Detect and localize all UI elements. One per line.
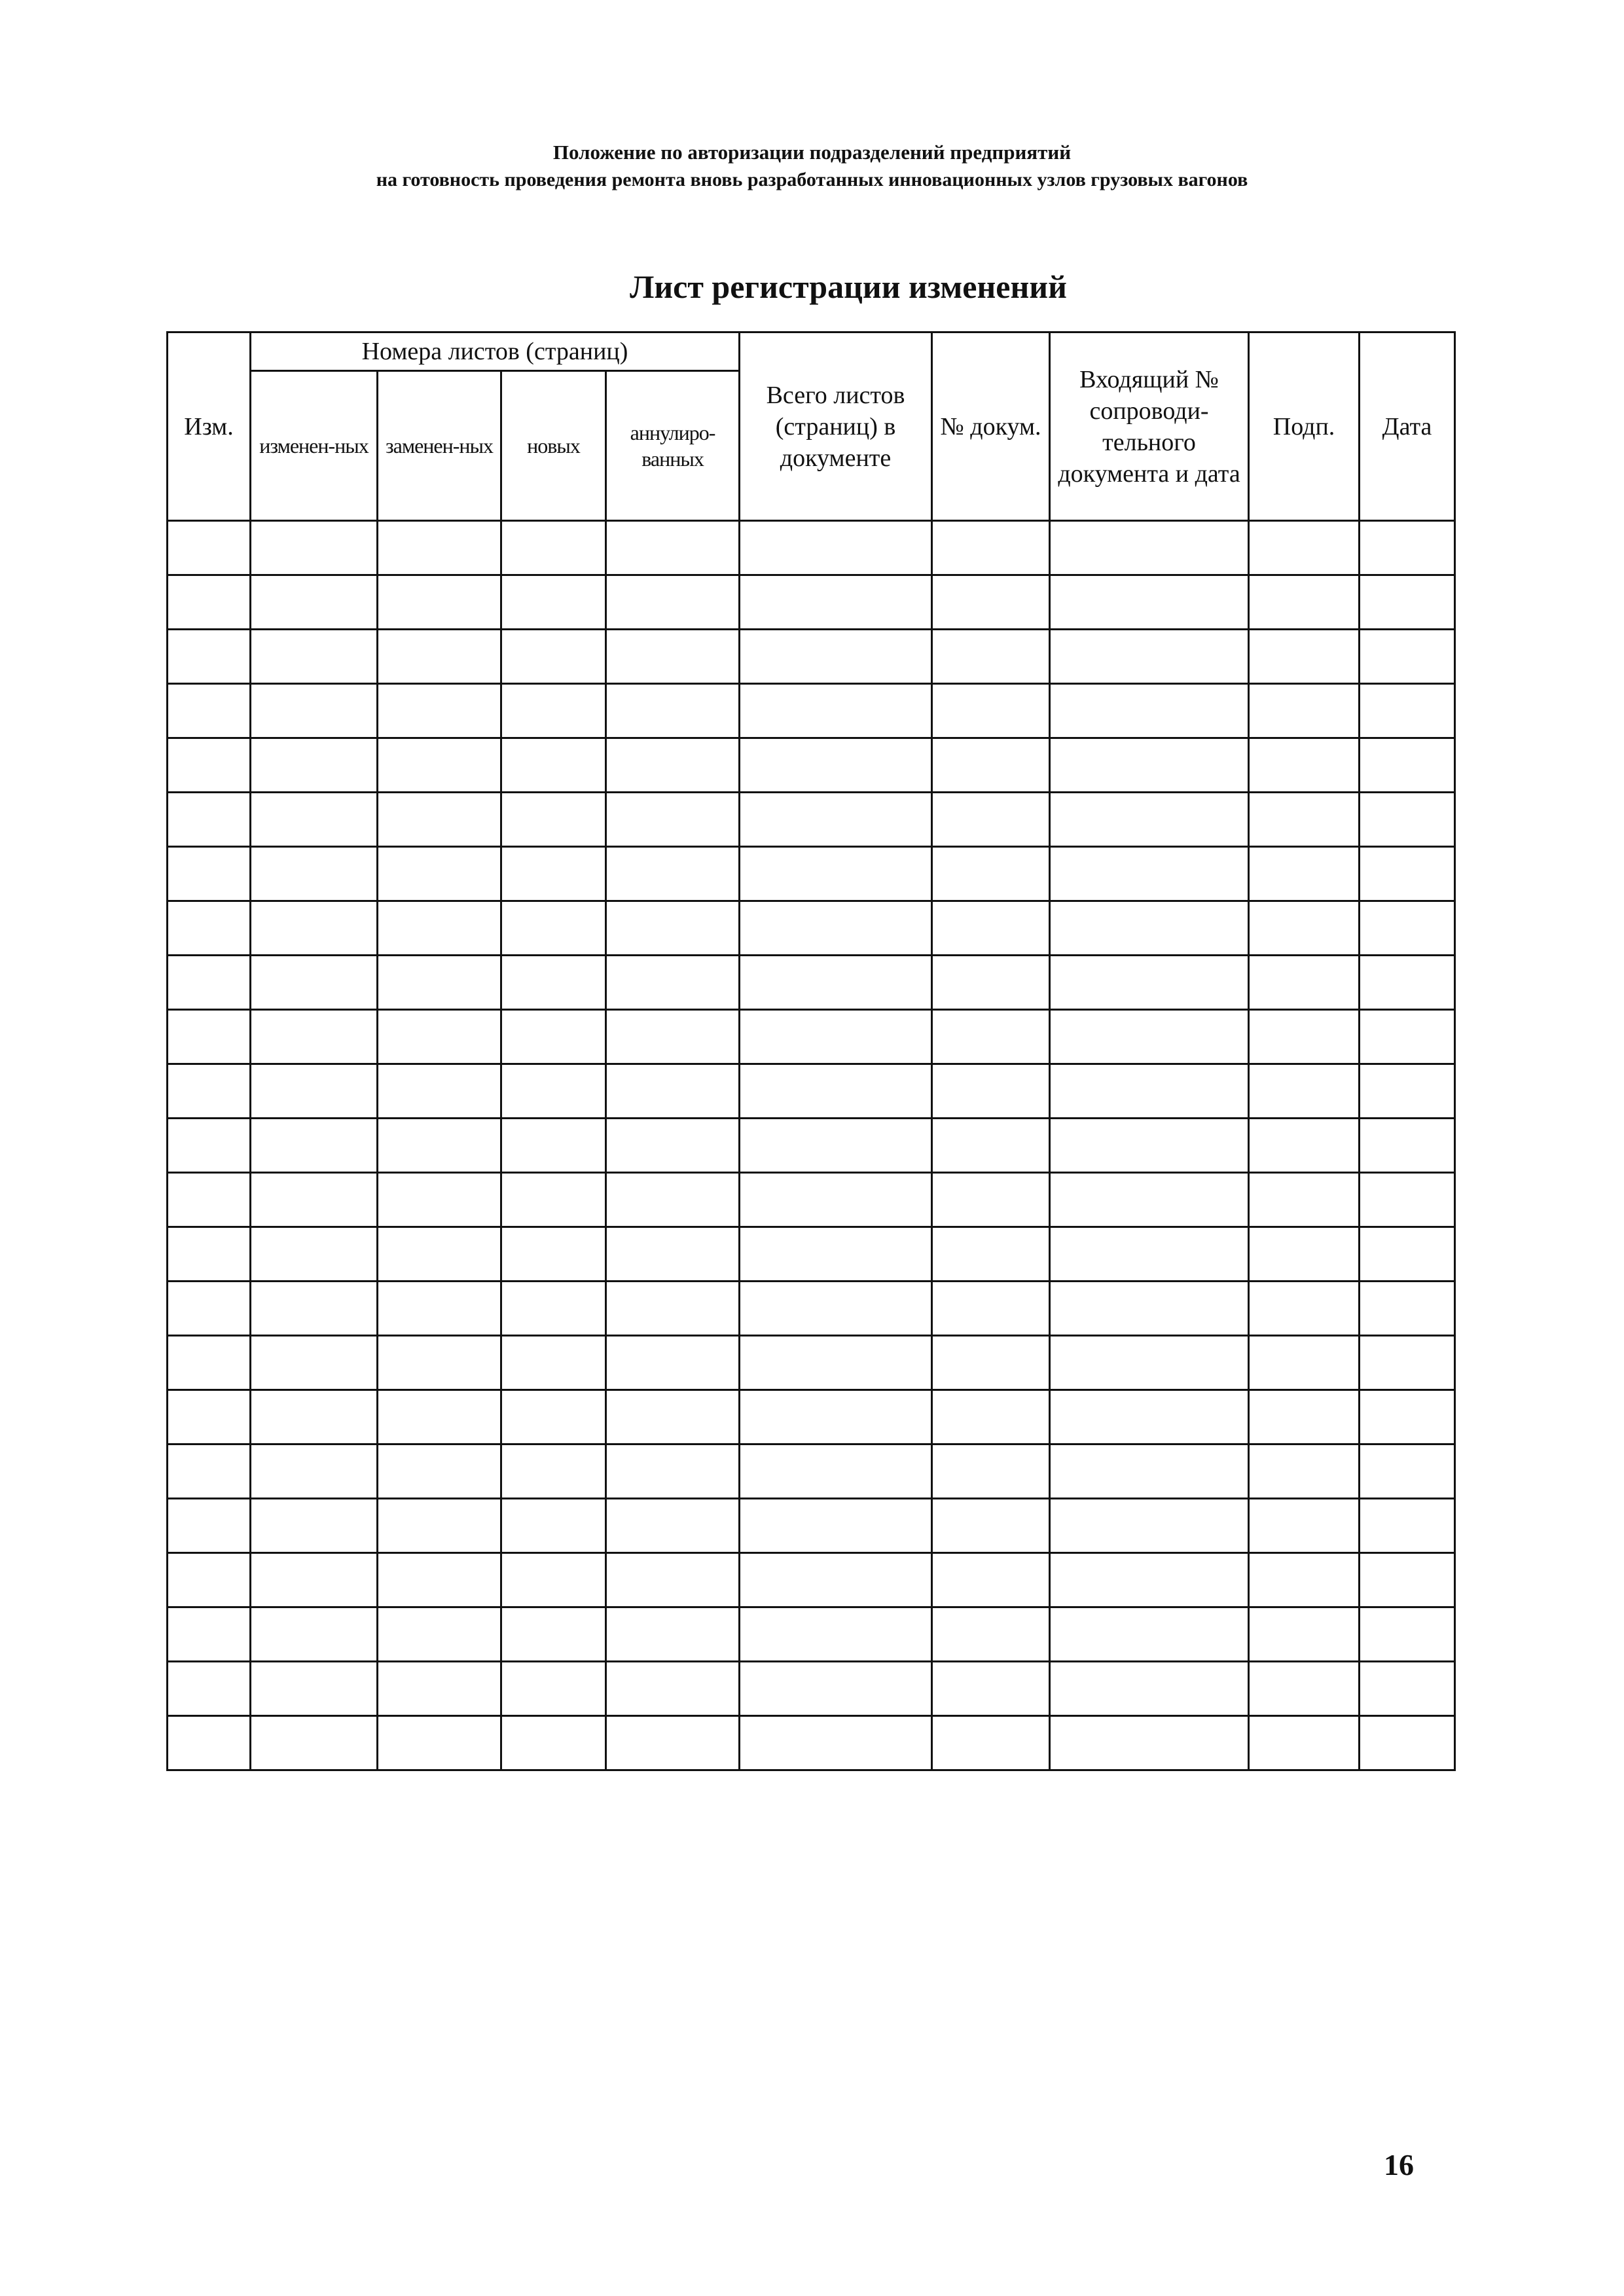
table-cell (378, 847, 501, 901)
table-cell (378, 901, 501, 956)
table-cell (1050, 793, 1249, 847)
header-new-sheets: новых (501, 371, 606, 521)
table-cell (1249, 1010, 1360, 1064)
table-cell (932, 793, 1050, 847)
table-cell (606, 575, 740, 630)
table-cell (378, 1662, 501, 1716)
table-cell (168, 1607, 251, 1662)
table-cell (932, 1336, 1050, 1390)
table-cell (606, 1499, 740, 1553)
table-row (168, 1716, 1455, 1770)
table-cell (378, 630, 501, 684)
table-cell (501, 1227, 606, 1282)
table-cell (1249, 901, 1360, 956)
table-cell (740, 521, 932, 575)
table-row (168, 1064, 1455, 1119)
table-cell (168, 847, 251, 901)
table-cell (501, 1064, 606, 1119)
table-cell (168, 793, 251, 847)
table-cell (932, 738, 1050, 793)
table-cell (501, 1662, 606, 1716)
table-cell (1249, 738, 1360, 793)
table-cell (1249, 1662, 1360, 1716)
table-cell (378, 1173, 501, 1227)
table-cell (251, 1716, 378, 1770)
table-cell (1050, 1444, 1249, 1499)
table-cell (1360, 738, 1455, 793)
table-cell (740, 1444, 932, 1499)
table-cell (740, 1010, 932, 1064)
table-cell (932, 1064, 1050, 1119)
table-cell (251, 521, 378, 575)
header-changed-sheets: изменен-ных (251, 371, 378, 521)
table-cell (932, 1716, 1050, 1770)
table-cell (378, 1064, 501, 1119)
table-cell (606, 521, 740, 575)
table-cell (168, 1553, 251, 1607)
table-cell (501, 521, 606, 575)
table-cell (1360, 1227, 1455, 1282)
table-cell (932, 684, 1050, 738)
table-row (168, 521, 1455, 575)
table-cell (251, 1607, 378, 1662)
table-cell (501, 956, 606, 1010)
table-cell (932, 1010, 1050, 1064)
table-cell (932, 575, 1050, 630)
table-cell (740, 1064, 932, 1119)
table-cell (168, 901, 251, 956)
table-cell (501, 793, 606, 847)
table-row (168, 738, 1455, 793)
table-cell (740, 793, 932, 847)
table-cell (1360, 1607, 1455, 1662)
table-cell (932, 1119, 1050, 1173)
table-cell (168, 1119, 251, 1173)
table-row (168, 901, 1455, 956)
table-cell (251, 1553, 378, 1607)
table-cell (1249, 847, 1360, 901)
table-cell (501, 1607, 606, 1662)
header-total-sheets: Всего листов (страниц) в документе (740, 332, 932, 521)
table-cell (740, 684, 932, 738)
table-row (168, 1227, 1455, 1282)
table-cell (1050, 1064, 1249, 1119)
table-cell (251, 1282, 378, 1336)
table-cell (740, 1390, 932, 1444)
table-cell (606, 1662, 740, 1716)
table-cell (1249, 575, 1360, 630)
table-cell (606, 1716, 740, 1770)
table-cell (1360, 793, 1455, 847)
table-cell (932, 1390, 1050, 1444)
table-cell (168, 1173, 251, 1227)
table-cell (501, 1119, 606, 1173)
table-row (168, 1444, 1455, 1499)
table-cell (606, 847, 740, 901)
table-cell (740, 1607, 932, 1662)
header-line-2: на готовность проведения ремонта вновь разработанных инновационных узлов грузовых вагонов (376, 169, 1248, 190)
table-cell (1050, 1173, 1249, 1227)
table-cell (740, 847, 932, 901)
header-line-1: Положение по авторизации подразделений предприятий (552, 141, 1072, 164)
table-cell (378, 1716, 501, 1770)
table-row (168, 847, 1455, 901)
table-cell (1249, 1607, 1360, 1662)
table-cell (1050, 1336, 1249, 1390)
table-cell (168, 1227, 251, 1282)
table-row (168, 1390, 1455, 1444)
table-row (168, 956, 1455, 1010)
table-cell (1050, 901, 1249, 956)
change-registration-table (166, 331, 1456, 1771)
table-cell (1050, 1010, 1249, 1064)
header-signature: Подп. (1249, 332, 1360, 521)
table-cell (378, 1499, 501, 1553)
table-cell (168, 1282, 251, 1336)
table-cell (740, 575, 932, 630)
table-cell (251, 1390, 378, 1444)
table-cell (168, 575, 251, 630)
table-cell (932, 630, 1050, 684)
table-cell (606, 738, 740, 793)
table-cell (932, 1227, 1050, 1282)
table-cell (1360, 1282, 1455, 1336)
table-cell (1050, 738, 1249, 793)
table-cell (251, 1499, 378, 1553)
table-cell (378, 1010, 501, 1064)
table-cell (501, 1173, 606, 1227)
table-cell (606, 1607, 740, 1662)
table-cell (1249, 1444, 1360, 1499)
table-cell (168, 1064, 251, 1119)
table-cell (606, 901, 740, 956)
table-cell (1050, 1499, 1249, 1553)
table-cell (251, 684, 378, 738)
table-cell (378, 1227, 501, 1282)
table-cell (740, 1282, 932, 1336)
table-cell (1360, 1499, 1455, 1553)
table-row (168, 1282, 1455, 1336)
table-cell (168, 1336, 251, 1390)
table-cell (1249, 630, 1360, 684)
table-cell (606, 684, 740, 738)
table-cell (378, 1336, 501, 1390)
table-cell (606, 793, 740, 847)
table-cell (1249, 1553, 1360, 1607)
table-row (168, 1010, 1455, 1064)
table-cell (740, 1227, 932, 1282)
table-cell (168, 521, 251, 575)
table-cell (1360, 956, 1455, 1010)
table-cell (168, 684, 251, 738)
table-cell (932, 847, 1050, 901)
table-cell (501, 738, 606, 793)
table-cell (1050, 1716, 1249, 1770)
table-cell (1249, 1336, 1360, 1390)
table-cell (932, 1282, 1050, 1336)
header-date: Дата (1360, 332, 1455, 521)
table-cell (1360, 1553, 1455, 1607)
table-row (168, 1173, 1455, 1227)
table-cell (740, 956, 932, 1010)
table-cell (501, 684, 606, 738)
header-incoming-document: Входящий № сопроводи-тельного документа и дата (1050, 332, 1249, 521)
table-cell (1249, 793, 1360, 847)
table-cell (501, 1444, 606, 1499)
table-cell (740, 630, 932, 684)
header-cancelled-sheets: аннулиро-ванных (606, 371, 740, 521)
table-cell (932, 521, 1050, 575)
table-cell (1249, 521, 1360, 575)
table-cell (168, 1499, 251, 1553)
table-cell (606, 1390, 740, 1444)
table-cell (378, 1119, 501, 1173)
table-cell (1360, 1010, 1455, 1064)
table-cell (1360, 901, 1455, 956)
table-cell (168, 738, 251, 793)
table-cell (501, 1282, 606, 1336)
table-cell (1360, 1716, 1455, 1770)
table-cell (1249, 1227, 1360, 1282)
table-cell (1360, 847, 1455, 901)
table-cell (1050, 1282, 1249, 1336)
table-cell (606, 1336, 740, 1390)
table-cell (1050, 575, 1249, 630)
table-cell (378, 1282, 501, 1336)
table-cell (1360, 684, 1455, 738)
table-cell (1050, 1227, 1249, 1282)
table-cell (606, 1010, 740, 1064)
table-cell (168, 1444, 251, 1499)
table-cell (1249, 1119, 1360, 1173)
table-cell (501, 847, 606, 901)
table-cell (501, 575, 606, 630)
table-cell (1360, 575, 1455, 630)
table-cell (1050, 1662, 1249, 1716)
table-body (168, 521, 1455, 1770)
table-cell (501, 1553, 606, 1607)
table-cell (1249, 1716, 1360, 1770)
table-row (168, 575, 1455, 630)
header-replaced-sheets: заменен-ных (378, 371, 501, 521)
table-cell (1360, 1444, 1455, 1499)
table-cell (1050, 847, 1249, 901)
table-cell (251, 793, 378, 847)
table-cell (251, 1064, 378, 1119)
table-cell (251, 956, 378, 1010)
table-row (168, 793, 1455, 847)
table-cell (251, 1336, 378, 1390)
table-cell (606, 1173, 740, 1227)
table-cell (168, 1010, 251, 1064)
table-cell (251, 901, 378, 956)
table-cell (501, 901, 606, 956)
table-cell (168, 1662, 251, 1716)
table-cell (740, 1662, 932, 1716)
table-cell (501, 1716, 606, 1770)
table-cell (378, 684, 501, 738)
table-cell (606, 1119, 740, 1173)
table-row (168, 1499, 1455, 1553)
table-cell (932, 1499, 1050, 1553)
table-cell (378, 1444, 501, 1499)
table-row (168, 630, 1455, 684)
table-cell (932, 1444, 1050, 1499)
table-cell (251, 575, 378, 630)
table-cell (1249, 956, 1360, 1010)
table-cell (932, 1607, 1050, 1662)
table-cell (168, 1716, 251, 1770)
table-row (168, 1336, 1455, 1390)
table-cell (740, 1173, 932, 1227)
table-cell (378, 738, 501, 793)
table-cell (932, 901, 1050, 956)
table-cell (932, 1662, 1050, 1716)
table-cell (606, 1444, 740, 1499)
table-cell (1050, 1607, 1249, 1662)
table-cell (501, 1336, 606, 1390)
table-cell (740, 1553, 932, 1607)
table-cell (1050, 1553, 1249, 1607)
header-sheet-numbers-group: Номера листов (страниц) (251, 332, 740, 371)
table-row (168, 1662, 1455, 1716)
table-cell (740, 738, 932, 793)
table-cell (251, 1119, 378, 1173)
table-cell (932, 956, 1050, 1010)
table-cell (378, 956, 501, 1010)
table-cell (1360, 1662, 1455, 1716)
table-cell (1360, 1119, 1455, 1173)
table-cell (378, 1607, 501, 1662)
table-cell (501, 630, 606, 684)
table-cell (606, 1227, 740, 1282)
table-cell (740, 1499, 932, 1553)
table-cell (1249, 684, 1360, 738)
table-cell (1249, 1173, 1360, 1227)
table-cell (1360, 630, 1455, 684)
table-cell (251, 1662, 378, 1716)
table-cell (1050, 956, 1249, 1010)
table-cell (251, 738, 378, 793)
table-cell (740, 1336, 932, 1390)
table-cell (606, 1553, 740, 1607)
table-cell (378, 1553, 501, 1607)
table-cell (932, 1173, 1050, 1227)
header-change-number: Изм. (168, 332, 251, 521)
table-cell (168, 630, 251, 684)
table-cell (378, 793, 501, 847)
table-cell (168, 1390, 251, 1444)
table-cell (251, 1227, 378, 1282)
table-cell (606, 630, 740, 684)
table-cell (1050, 1390, 1249, 1444)
table-cell (740, 1716, 932, 1770)
table-cell (606, 956, 740, 1010)
table-cell (1050, 521, 1249, 575)
table-cell (251, 1444, 378, 1499)
header-document-number: № докум. (932, 332, 1050, 521)
table-cell (251, 1173, 378, 1227)
table-cell (501, 1499, 606, 1553)
table-cell (606, 1064, 740, 1119)
table-cell (1249, 1390, 1360, 1444)
table-row (168, 684, 1455, 738)
page-header (0, 139, 1624, 194)
table-cell (1249, 1064, 1360, 1119)
table-cell (1249, 1282, 1360, 1336)
table-cell (501, 1390, 606, 1444)
table-cell (251, 630, 378, 684)
table-row (168, 1119, 1455, 1173)
table-cell (1050, 684, 1249, 738)
table-cell (378, 521, 501, 575)
document-title: Лист регистрации изменений (630, 268, 1067, 305)
table-cell (251, 1010, 378, 1064)
table-cell (378, 575, 501, 630)
table-cell (1360, 1173, 1455, 1227)
table-cell (378, 1390, 501, 1444)
table-cell (1249, 1499, 1360, 1553)
table-cell (1050, 1119, 1249, 1173)
table-cell (1050, 630, 1249, 684)
table-cell (501, 1010, 606, 1064)
table-cell (740, 901, 932, 956)
table-cell (1360, 1064, 1455, 1119)
table-cell (932, 1553, 1050, 1607)
table-row (168, 1553, 1455, 1607)
page-number: 16 (1384, 2148, 1414, 2181)
table-cell (1360, 1336, 1455, 1390)
table-row (168, 1607, 1455, 1662)
table-cell (740, 1119, 932, 1173)
table-cell (168, 956, 251, 1010)
table-cell (606, 1282, 740, 1336)
table-cell (1360, 1390, 1455, 1444)
table-cell (251, 847, 378, 901)
table-cell (1360, 521, 1455, 575)
